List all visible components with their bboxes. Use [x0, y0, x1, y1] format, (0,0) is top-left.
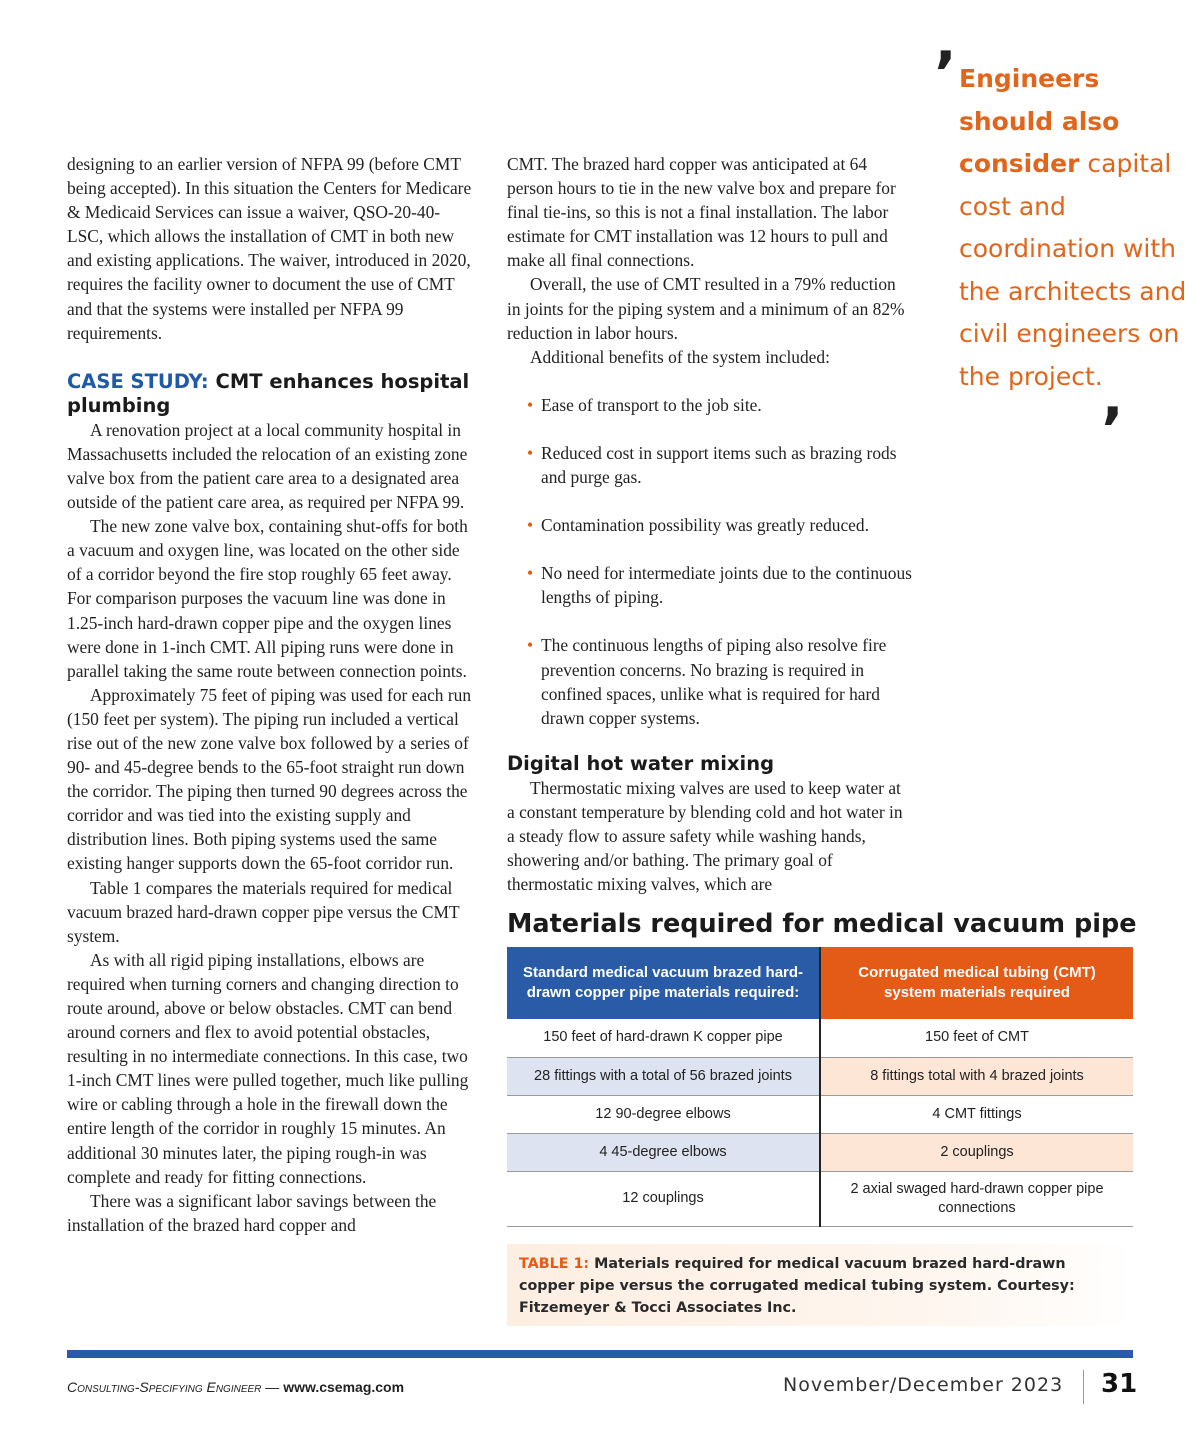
bullet-item: • The continuous lengths of piping also resolve fire prevention concerns. No brazing is required in confined spaces, unlike what is required for hard drawn copper systems.: [527, 635, 887, 728]
case-study-title: CMT enhances hospital plumbing: [67, 369, 470, 417]
left-paragraph-2: A renovation project at a local community hospital in Massachusetts included the relocation of an existing zone valve box from the patient care area to a designated area outside of the patient care area, as required per NFPA 99.: [67, 419, 468, 513]
bullet-icon: •: [527, 442, 534, 463]
issue-date: November/December 2023: [783, 1374, 1064, 1396]
middle-paragraph-2: Overall, the use of CMT resulted in a 79% reduction in joints for the piping system and a minimum of an 82% reduction in labor hours.: [507, 274, 905, 343]
case-study-heading: [67, 370, 472, 418]
left-paragraph-7: There was a significant labor savings between the installation of the brazed hard copper and: [67, 1190, 437, 1235]
pull-quote: [959, 58, 1189, 398]
bullet-icon: •: [527, 635, 534, 656]
bullet-icon: •: [527, 394, 534, 415]
table-header-cmt: Corrugated medical tubing (CMT) system materials required: [820, 947, 1133, 1019]
bullet-icon: •: [527, 563, 534, 584]
table-cell-cmt: 4 CMT fittings: [820, 1095, 1133, 1133]
table-row: [507, 1095, 1133, 1133]
footer-publication: [67, 1379, 404, 1395]
middle-column: [507, 152, 912, 896]
open-quote-mark-icon: ’: [934, 39, 957, 109]
left-paragraph-1: designing to an earlier version of NFPA 99 (before CMT being accepted). In this situation the Centers for Medicare & Medicaid Services can issue a waiver, QSO-20-40-LSC, which allows the installation of CMT in both new and existing applications. The waiver, introduced in 2020, requires the facility owner to document the use of CMT and that the systems were installed per NFPA 99 requirements.: [67, 154, 472, 343]
left-paragraph-6: As with all rigid piping installations, elbows are required when turning corners and changing direction to route around, above or below obstacles. CMT can bend around corners and flex to avoid potential obstacles, resulting in no intermediate connections. In this case, two 1-inch CMT lines were pulled together, much like pulling wire or cabling through a hole in the firewall down the entire length of the corridor in roughly 15 minutes. An additional 30 minutes later, the piping rough-in was complete and ready for fitting connections.: [67, 949, 469, 1187]
bullet-item: • Reduced cost in support items such as brazing rods and purge gas.: [527, 442, 897, 488]
table-header-row: [507, 947, 1133, 1019]
bullet-item: • Contamination possibility was greatly reduced.: [507, 513, 912, 537]
left-paragraph-3: The new zone valve box, containing shut-offs for both a vacuum and oxygen line, was located on the other side of a corridor beyond the fire stop roughly 65 feet away. For comparison purposes the vacuum line was done in 1.25-inch hard-drawn copper pipe and the oxygen lines were done in 1-inch CMT. All piping runs were done in parallel taking the same route between connection points.: [67, 516, 468, 681]
left-column: [67, 152, 472, 1237]
digital-hot-water-heading: Digital hot water mixing: [507, 751, 775, 775]
table-row: [507, 1019, 1133, 1057]
middle-paragraph-1: CMT. The brazed hard copper was anticipated at 64 person hours to tie in the new valve box and prepare for final tie-ins, so this is not a final installation. The labor estimate for CMT installation was 12 hours to pull and make all final connections.: [507, 154, 896, 271]
page-number: 31: [1101, 1369, 1138, 1399]
left-paragraph-5: Table 1 compares the materials required for medical vacuum brazed hard-drawn copper pipe versus the CMT system.: [67, 877, 460, 946]
table-row: [507, 1057, 1133, 1095]
bullet-icon: •: [527, 515, 534, 536]
materials-table: [507, 947, 1133, 1227]
table-row: [507, 1133, 1133, 1171]
table-caption-text: Materials required for medical vacuum brazed hard-drawn copper pipe versus the corrugated medical tubing system. Courtesy: Fitzemeyer & Tocci Associates Inc.: [519, 1256, 1075, 1316]
middle-paragraph-4: Thermostatic mixing valves are used to keep water at a constant temperature by blending cold and hot water in a steady flow to assure safety while washing hands, showering and/or bathing. The primary goal of thermostatic mixing valves, which are: [507, 777, 903, 895]
bullet-item: • No need for intermediate joints due to the continuous lengths of piping.: [527, 563, 912, 608]
table-cell-cmt: 8 fittings total with 4 brazed joints: [820, 1057, 1133, 1095]
table-cell-copper: 150 feet of hard-drawn K copper pipe: [507, 1019, 820, 1057]
pull-quote-text: capital cost and coordination with the architects and civil engineers on the project.: [959, 149, 1187, 391]
table-row: [507, 1171, 1133, 1226]
left-paragraph-4: Approximately 75 feet of piping was used for each run (150 feet per system). The piping run included a vertical rise out of the new zone valve box followed by a series of 90- and 45-degree bends to the 65-foot straight run down the corridor. The piping then turned 90 degrees across the corridor and was tied into the existing supply and distribution lines. Both piping systems used the same existing hanger supports down the 65-foot corridor run.: [67, 684, 472, 874]
table-cell-copper: 12 couplings: [507, 1171, 820, 1226]
publication-name: Consulting-Specifying Engineer: [67, 1379, 262, 1395]
table-cell-cmt: 2 couplings: [820, 1133, 1133, 1171]
table-header-copper: Standard medical vacuum brazed hard-drawn copper pipe materials required:: [507, 947, 820, 1019]
table-cell-copper: 4 45-degree elbows: [507, 1133, 820, 1171]
footer-dash: —: [265, 1379, 280, 1395]
close-quote-mark-icon: ’: [1101, 395, 1124, 465]
publication-url: www.csemag.com: [283, 1379, 405, 1395]
case-study-label: CASE STUDY:: [67, 369, 209, 393]
bullet-item: • Ease of transport to the job site.: [507, 393, 912, 417]
footer-rule: [67, 1350, 1133, 1358]
table-cell-cmt: 2 axial swaged hard-drawn copper pipe connections: [820, 1171, 1133, 1226]
table-cell-copper: 12 90-degree elbows: [507, 1095, 820, 1133]
table-cell-copper: 28 fittings with a total of 56 brazed joints: [507, 1057, 820, 1095]
middle-paragraph-3: Additional benefits of the system included:: [530, 346, 830, 367]
table-caption-label: TABLE 1:: [519, 1256, 590, 1272]
pull-quote-bold: Engineers should also consider: [959, 64, 1120, 178]
table-caption: [507, 1244, 1133, 1326]
table-title: Materials required for medical vacuum pipe: [507, 909, 1137, 939]
table-cell-cmt: 150 feet of CMT: [820, 1019, 1133, 1057]
footer-separator: [1083, 1370, 1084, 1404]
